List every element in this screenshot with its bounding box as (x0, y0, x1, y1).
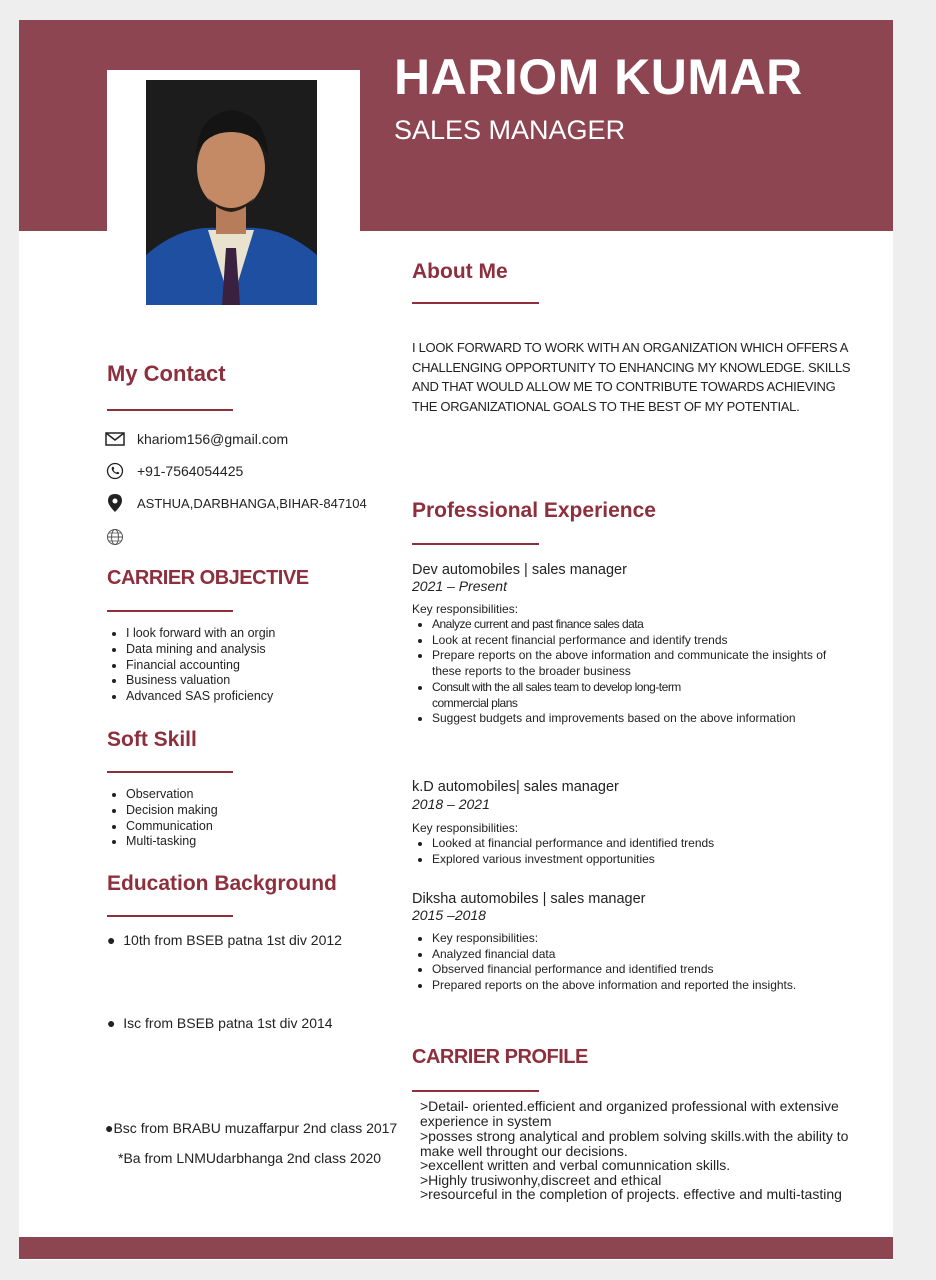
mail-icon (105, 430, 125, 448)
objective-heading: CARRIER OBJECTIVE (107, 567, 309, 589)
list-item: • Advanced SAS proficiency (126, 689, 386, 705)
list-item: • Key responsibilities: (432, 931, 842, 947)
list-item: • Multi-tasking (126, 834, 386, 850)
soft-skill-heading: Soft Skill (107, 728, 197, 751)
profile-line: make well throught our decisions. (420, 1143, 628, 1159)
education-text: Isc from BSEB patna 1st div 2014 (123, 1015, 333, 1031)
job-responsibility-list (412, 931, 842, 994)
education-text: *Ba from LNMUdarbhanga 2nd class 2020 (118, 1150, 382, 1166)
contact-address (105, 494, 367, 512)
profile-line: >posses strong analytical and problem solving skills.with the ability to (420, 1128, 849, 1144)
job-responsibility-list (412, 836, 842, 867)
list-item: • Financial accounting (126, 658, 386, 674)
job-years: 2015 –2018 (412, 907, 486, 923)
list-item: • Analyze current and past finance sales data (432, 617, 842, 633)
profile-line: >Detail- oriented.efficient and organized professional with extensive (420, 1098, 839, 1114)
contact-phone[interactable] (105, 462, 243, 480)
soft-skill-heading-underline (107, 771, 233, 773)
key-responsibilities-label: Key responsibilities: (412, 821, 519, 835)
list-item: • Data mining and analysis (126, 642, 386, 658)
education-heading: Education Background (107, 872, 337, 895)
soft-skill-list (106, 787, 386, 850)
education-heading-underline (107, 915, 233, 917)
address-text: ASTHUA,DARBHANGA,BIHAR-847104 (137, 495, 367, 511)
profile-line: >resourceful in the completion of projects. effective and multi-tasting (420, 1186, 842, 1202)
contact-email[interactable] (105, 430, 288, 448)
contact-heading-underline (107, 409, 233, 411)
about-heading: About Me (412, 260, 508, 283)
list-item: • I look forward with an orgin (126, 626, 386, 642)
phone-text: +91-7564054425 (137, 463, 244, 479)
job-years: 2018 – 2021 (412, 796, 490, 812)
job-years: 2021 – Present (412, 578, 507, 594)
job-responsibility-list (412, 617, 842, 727)
candidate-title: SALES MANAGER (394, 115, 626, 145)
contact-heading: My Contact (107, 361, 226, 386)
job-title: Dev automobiles | sales manager (412, 562, 627, 578)
phone-icon (105, 462, 125, 480)
list-item: • Observed financial performance and identified trends (432, 962, 842, 978)
list-item: • Consult with the all sales team to develop long-term commercial plans (432, 680, 722, 711)
objective-heading-underline (107, 610, 233, 612)
list-item: • Looked at financial performance and identified trends (432, 836, 842, 852)
job-title: Diksha automobiles | sales manager (412, 891, 646, 907)
education-item: ● Isc from BSEB patna 1st div 2014 (107, 1015, 333, 1031)
key-responsibilities-label: Key responsibilities: (412, 602, 519, 616)
education-item: ● 10th from BSEB patna 1st div 2012 (107, 932, 342, 948)
list-item: • Business valuation (126, 673, 386, 689)
email-text: khariom156@gmail.com (137, 431, 289, 447)
profile-line: >excellent written and verbal comunnication skills. (420, 1157, 731, 1173)
list-item: • Analyzed financial data (432, 947, 842, 963)
education-text: Bsc from BRABU muzaffarpur 2nd class 2017 (113, 1120, 398, 1136)
education-item (118, 1150, 381, 1166)
profile-line: experience in system (420, 1113, 552, 1129)
education-text: 10th from BSEB patna 1st div 2012 (123, 932, 342, 948)
list-item: • Suggest budgets and improvements based on the above information (432, 711, 842, 727)
contact-website[interactable] (105, 528, 137, 546)
list-item: • Look at recent financial performance and identify trends (432, 633, 842, 649)
list-item: • Prepared reports on the above information and reported the insights. (432, 978, 842, 994)
list-item: • Observation (126, 787, 386, 803)
list-item: • Communication (126, 819, 386, 835)
profile-heading-underline (412, 1090, 539, 1092)
list-item: • Decision making (126, 803, 386, 819)
experience-heading: Professional Experience (412, 499, 656, 522)
footer-band (19, 1237, 893, 1259)
about-heading-underline (412, 302, 539, 304)
list-item: • Prepare reports on the above information and communicate the insights of these reports to the broader business (432, 648, 842, 679)
job-title: k.D automobiles| sales manager (412, 779, 619, 795)
profile-photo (146, 80, 317, 305)
experience-heading-underline (412, 543, 539, 545)
globe-icon (105, 528, 125, 546)
objective-list (106, 626, 386, 705)
education-item: ●Bsc from BRABU muzaffarpur 2nd class 2017 (105, 1120, 398, 1136)
about-text: I LOOK FORWARD TO WORK WITH AN ORGANIZATION WHICH OFFERS A CHALLENGING OPPORTUNITY TO ENHANCING MY KNOWLEDGE. SKILLS AND THAT WOULD ALLOW ME TO CONTRIBUTE TOWARDS ACHIEVING THE ORGANIZATIONAL GOALS TO THE BEST OF MY POTENTIAL. (412, 340, 851, 414)
profile-heading: CARRIER PROFILE (412, 1046, 588, 1068)
profile-line: >Highly trusiwonhy,discreet and ethical (420, 1172, 662, 1188)
location-pin-icon (105, 494, 125, 512)
list-item: • Explored various investment opportunities (432, 852, 842, 868)
candidate-name: HARIOM KUMAR (394, 49, 803, 105)
